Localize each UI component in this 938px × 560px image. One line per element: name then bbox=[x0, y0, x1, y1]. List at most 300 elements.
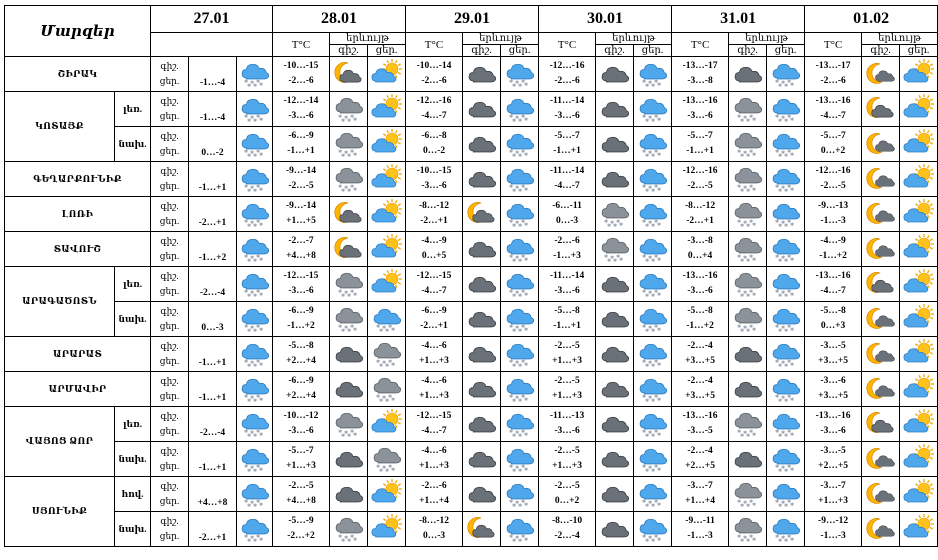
temperature-range bbox=[273, 267, 330, 302]
svg-text:✱: ✱ bbox=[786, 79, 791, 85]
svg-text:✱: ✱ bbox=[736, 429, 741, 435]
night-label: գիշ. bbox=[160, 61, 179, 71]
night-subheader: գիշ. bbox=[596, 45, 634, 57]
night-temperature: -2…-4 bbox=[687, 376, 713, 386]
svg-text:✱: ✱ bbox=[783, 83, 788, 89]
svg-text:✱: ✱ bbox=[656, 467, 661, 473]
day-temperature: 0…-3 bbox=[555, 216, 579, 226]
svg-text:✱: ✱ bbox=[653, 289, 658, 295]
night-temperature: -2…-4 bbox=[687, 446, 713, 456]
svg-text:✱: ✱ bbox=[647, 325, 652, 331]
svg-text:✱: ✱ bbox=[618, 257, 623, 263]
night-dark-cloud-icon bbox=[596, 302, 634, 337]
svg-text:✱: ✱ bbox=[520, 289, 525, 295]
svg-text:✱: ✱ bbox=[739, 153, 744, 159]
night-dark-cloud-icon bbox=[463, 337, 501, 372]
svg-text:✱: ✱ bbox=[255, 184, 260, 190]
svg-text:✱: ✱ bbox=[748, 254, 753, 260]
svg-text:✱: ✱ bbox=[390, 327, 395, 333]
day-label: ցեր. bbox=[159, 181, 180, 191]
svg-text:✱: ✱ bbox=[742, 150, 747, 156]
night-snow-grey-icon bbox=[729, 267, 767, 302]
svg-text:✱: ✱ bbox=[745, 188, 750, 194]
svg-text:✱: ✱ bbox=[647, 185, 652, 191]
svg-text:✱: ✱ bbox=[252, 538, 257, 544]
svg-text:✱: ✱ bbox=[517, 328, 522, 334]
day-sun-cloud-icon bbox=[900, 372, 938, 407]
svg-text:✱: ✱ bbox=[786, 149, 791, 155]
day1-subheader-empty bbox=[151, 33, 273, 57]
svg-text:✱: ✱ bbox=[246, 83, 251, 89]
table-row bbox=[5, 407, 938, 442]
svg-text:✱: ✱ bbox=[255, 289, 260, 295]
svg-text:✱: ✱ bbox=[777, 328, 782, 334]
day-temperature: +1…+3 bbox=[286, 461, 316, 471]
temperature-range bbox=[273, 512, 330, 547]
day-label: ցեր. bbox=[159, 461, 180, 471]
night-temperature: -6…-9 bbox=[421, 306, 447, 316]
night-dark-cloud-icon bbox=[596, 267, 634, 302]
svg-text:✱: ✱ bbox=[644, 363, 649, 369]
region-name: ԱՐԱՐԱՏ bbox=[5, 337, 151, 372]
day-temperature: 0…+5 bbox=[421, 251, 447, 261]
svg-text:✱: ✱ bbox=[346, 433, 351, 439]
svg-text:✱: ✱ bbox=[243, 149, 248, 155]
svg-text:✱: ✱ bbox=[340, 538, 345, 544]
svg-text:✱: ✱ bbox=[520, 324, 525, 330]
svg-text:✱: ✱ bbox=[390, 467, 395, 473]
svg-text:✱: ✱ bbox=[748, 324, 753, 330]
day-temperature: +1…+3 bbox=[552, 391, 582, 401]
weather-icon bbox=[237, 477, 273, 512]
day-temperature: -4…-7 bbox=[820, 286, 846, 296]
region-name: ՍՅՈՒՆԻՔ bbox=[5, 477, 115, 547]
svg-text:✱: ✱ bbox=[783, 118, 788, 124]
temperature-range bbox=[539, 372, 596, 407]
svg-text:✱: ✱ bbox=[511, 398, 516, 404]
night-temperature: -2…-5 bbox=[554, 341, 580, 351]
night-day-labels bbox=[151, 57, 189, 92]
night-temperature: -8…-10 bbox=[552, 516, 583, 526]
svg-text:✱: ✱ bbox=[523, 292, 528, 298]
svg-text:✱: ✱ bbox=[748, 114, 753, 120]
night-moon-icon bbox=[862, 232, 900, 267]
svg-text:✱: ✱ bbox=[786, 254, 791, 260]
svg-text:✱: ✱ bbox=[387, 464, 392, 470]
day-sun-cloud-icon bbox=[900, 477, 938, 512]
temperature-range bbox=[273, 197, 330, 232]
svg-text:✱: ✱ bbox=[739, 258, 744, 264]
day-temperature: +3…+5 bbox=[818, 391, 848, 401]
table-row bbox=[5, 162, 938, 197]
night-temperature: -8…-12 bbox=[685, 201, 716, 211]
svg-text:✱: ✱ bbox=[783, 328, 788, 334]
svg-text:✱: ✱ bbox=[786, 499, 791, 505]
region-name: ՇԻՐԱԿ bbox=[5, 57, 151, 92]
svg-text:✱: ✱ bbox=[650, 223, 655, 229]
svg-text:✱: ✱ bbox=[243, 219, 248, 225]
day-snow-icon bbox=[634, 162, 672, 197]
svg-text:✱: ✱ bbox=[246, 258, 251, 264]
night-snow-grey-icon bbox=[330, 512, 368, 547]
svg-text:✱: ✱ bbox=[644, 328, 649, 334]
svg-text:✱: ✱ bbox=[774, 394, 779, 400]
night-temperature: -4…-9 bbox=[421, 236, 447, 246]
region-name: ԳԵՂԱՐՔՈՒՆԻՔ bbox=[5, 162, 151, 197]
svg-text:✱: ✱ bbox=[780, 535, 785, 541]
day-sun-cloud-icon bbox=[368, 512, 406, 547]
svg-text:✱: ✱ bbox=[378, 398, 383, 404]
svg-text:✱: ✱ bbox=[647, 80, 652, 86]
night-snow-grey-icon bbox=[729, 302, 767, 337]
night-dark-cloud-icon bbox=[463, 232, 501, 267]
svg-text:✱: ✱ bbox=[249, 150, 254, 156]
night-temperature: -9…-14 bbox=[285, 166, 317, 176]
region-name: ԱՐՄԱՎԻՐ bbox=[5, 372, 151, 407]
svg-text:✱: ✱ bbox=[523, 82, 528, 88]
svg-text:✱: ✱ bbox=[751, 502, 756, 508]
svg-text:✱: ✱ bbox=[609, 220, 614, 226]
svg-text:✱: ✱ bbox=[650, 398, 655, 404]
svg-text:✱: ✱ bbox=[252, 293, 257, 299]
svg-text:✱: ✱ bbox=[255, 254, 260, 260]
day-subheader: ցեր. bbox=[501, 45, 539, 57]
day-subheader: ցեր. bbox=[634, 45, 672, 57]
svg-text:✱: ✱ bbox=[780, 395, 785, 401]
night-subheader: գիշ. bbox=[330, 45, 368, 57]
svg-text:✱: ✱ bbox=[742, 535, 747, 541]
svg-text:✱: ✱ bbox=[258, 362, 263, 368]
svg-text:✱: ✱ bbox=[514, 150, 519, 156]
day-temperature: -3…-6 bbox=[288, 111, 314, 121]
svg-text:✱: ✱ bbox=[789, 222, 794, 228]
svg-text:✱: ✱ bbox=[511, 83, 516, 89]
temperature-range bbox=[805, 57, 862, 92]
svg-text:✱: ✱ bbox=[246, 363, 251, 369]
svg-text:✱: ✱ bbox=[243, 534, 248, 540]
svg-text:✱: ✱ bbox=[786, 114, 791, 120]
svg-text:✱: ✱ bbox=[337, 289, 342, 295]
svg-text:✱: ✱ bbox=[780, 325, 785, 331]
night-dark-cloud-icon bbox=[596, 372, 634, 407]
svg-text:✱: ✱ bbox=[520, 429, 525, 435]
temperature-range bbox=[273, 372, 330, 407]
temperature-range: -1…+1 bbox=[189, 162, 237, 197]
svg-text:✱: ✱ bbox=[249, 430, 254, 436]
svg-text:✱: ✱ bbox=[514, 185, 519, 191]
night-temperature: -6…-9 bbox=[288, 306, 314, 316]
day-snow-icon bbox=[501, 442, 539, 477]
temperature-range bbox=[805, 162, 862, 197]
temperature-range bbox=[406, 232, 463, 267]
night-temperature: -9…-14 bbox=[285, 201, 317, 211]
svg-text:✱: ✱ bbox=[647, 500, 652, 506]
svg-text:✱: ✱ bbox=[511, 328, 516, 334]
day-temperature: -3…-6 bbox=[554, 426, 580, 436]
svg-text:✱: ✱ bbox=[612, 258, 617, 264]
night-day-labels bbox=[151, 477, 189, 512]
day-temperature: -2…-6 bbox=[554, 76, 580, 86]
temperature-range: -1…+2 bbox=[189, 232, 237, 267]
svg-text:✱: ✱ bbox=[243, 394, 248, 400]
svg-text:✱: ✱ bbox=[653, 184, 658, 190]
day-snow-icon bbox=[634, 407, 672, 442]
svg-text:✱: ✱ bbox=[520, 219, 525, 225]
svg-text:✱: ✱ bbox=[337, 184, 342, 190]
night-moon-icon bbox=[862, 302, 900, 337]
svg-text:✱: ✱ bbox=[780, 80, 785, 86]
day-snow-icon bbox=[501, 197, 539, 232]
svg-text:✱: ✱ bbox=[243, 114, 248, 120]
svg-text:✱: ✱ bbox=[337, 429, 342, 435]
day-label: ցեր. bbox=[159, 286, 180, 296]
day-sun-cloud-icon bbox=[900, 337, 938, 372]
temperature-range: +4…+8 bbox=[189, 477, 237, 512]
svg-text:✱: ✱ bbox=[789, 292, 794, 298]
temperature-range bbox=[672, 442, 729, 477]
svg-text:✱: ✱ bbox=[523, 537, 528, 543]
day-temperature: +4…+8 bbox=[286, 251, 316, 261]
night-temperature: -3…-5 bbox=[820, 446, 846, 456]
svg-text:✱: ✱ bbox=[246, 468, 251, 474]
day-subheader: ցեր. bbox=[767, 45, 805, 57]
phenomenon-header: երևույթ bbox=[596, 33, 672, 45]
svg-text:✱: ✱ bbox=[375, 324, 380, 330]
svg-text:✱: ✱ bbox=[739, 223, 744, 229]
svg-text:✱: ✱ bbox=[650, 433, 655, 439]
night-temperature: -3…-8 bbox=[687, 236, 713, 246]
temperature-range bbox=[805, 372, 862, 407]
temperature-range bbox=[672, 197, 729, 232]
temp-header: T°C bbox=[539, 33, 596, 57]
svg-text:✱: ✱ bbox=[523, 432, 528, 438]
svg-text:✱: ✱ bbox=[650, 188, 655, 194]
day-sun-cloud-icon bbox=[368, 267, 406, 302]
svg-text:✱: ✱ bbox=[644, 538, 649, 544]
svg-text:✱: ✱ bbox=[249, 465, 254, 471]
svg-text:✱: ✱ bbox=[514, 360, 519, 366]
night-label: գիշ. bbox=[160, 481, 179, 491]
svg-text:✱: ✱ bbox=[387, 359, 392, 365]
svg-text:✱: ✱ bbox=[736, 499, 741, 505]
night-label: գիշ. bbox=[160, 96, 179, 106]
day-label: ցեր. bbox=[159, 356, 180, 366]
night-temperature: -12…-16 bbox=[416, 96, 452, 106]
day-temperature: -4…-7 bbox=[421, 111, 447, 121]
svg-text:✱: ✱ bbox=[378, 328, 383, 334]
temperature-range bbox=[672, 372, 729, 407]
night-dark-cloud-icon bbox=[596, 407, 634, 442]
temperature-range bbox=[539, 197, 596, 232]
temperature-range bbox=[805, 232, 862, 267]
svg-text:✱: ✱ bbox=[789, 152, 794, 158]
svg-text:✱: ✱ bbox=[777, 293, 782, 299]
svg-text:✱: ✱ bbox=[523, 187, 528, 193]
night-day-labels bbox=[151, 442, 189, 477]
night-temperature: -11…-13 bbox=[549, 411, 585, 421]
svg-text:✱: ✱ bbox=[745, 433, 750, 439]
day-temperature: -1…+1 bbox=[287, 146, 315, 156]
svg-text:✱: ✱ bbox=[748, 184, 753, 190]
svg-text:✱: ✱ bbox=[644, 468, 649, 474]
svg-text:✱: ✱ bbox=[751, 257, 756, 263]
temperature-range bbox=[805, 197, 862, 232]
svg-text:✱: ✱ bbox=[618, 222, 623, 228]
night-temperature: -5…-8 bbox=[554, 306, 580, 316]
svg-text:✱: ✱ bbox=[653, 219, 658, 225]
day-snow-icon bbox=[501, 302, 539, 337]
svg-text:✱: ✱ bbox=[641, 219, 646, 225]
night-snow-grey-icon bbox=[729, 92, 767, 127]
svg-text:✱: ✱ bbox=[774, 324, 779, 330]
svg-text:✱: ✱ bbox=[641, 184, 646, 190]
day-snow-grey-icon bbox=[368, 442, 406, 477]
svg-text:✱: ✱ bbox=[517, 538, 522, 544]
night-day-labels bbox=[151, 162, 189, 197]
svg-text:✱: ✱ bbox=[508, 254, 513, 260]
night-temperature: -10…-14 bbox=[416, 61, 452, 71]
day-temperature: +1…+4 bbox=[419, 496, 449, 506]
night-day-labels bbox=[151, 92, 189, 127]
svg-text:✱: ✱ bbox=[612, 223, 617, 229]
svg-text:✱: ✱ bbox=[252, 153, 257, 159]
weather-icon bbox=[237, 302, 273, 337]
svg-text:✱: ✱ bbox=[783, 153, 788, 159]
day-temperature: +2…+5 bbox=[685, 461, 715, 471]
svg-text:✱: ✱ bbox=[246, 328, 251, 334]
day-temperature: -3…-6 bbox=[288, 426, 314, 436]
svg-text:✱: ✱ bbox=[517, 153, 522, 159]
temperature-range bbox=[805, 512, 862, 547]
night-dark-cloud-icon bbox=[463, 57, 501, 92]
svg-text:✱: ✱ bbox=[751, 187, 756, 193]
svg-text:✱: ✱ bbox=[252, 188, 257, 194]
svg-text:✱: ✱ bbox=[656, 222, 661, 228]
svg-text:✱: ✱ bbox=[520, 149, 525, 155]
temperature-range: -2…-4 bbox=[189, 267, 237, 302]
svg-text:✱: ✱ bbox=[653, 114, 658, 120]
svg-text:✱: ✱ bbox=[742, 220, 747, 226]
svg-text:✱: ✱ bbox=[511, 293, 516, 299]
svg-text:✱: ✱ bbox=[748, 534, 753, 540]
night-temperature: -2…-5 bbox=[554, 376, 580, 386]
temperature-range bbox=[805, 407, 862, 442]
svg-text:✱: ✱ bbox=[349, 114, 354, 120]
night-moon-icon bbox=[862, 127, 900, 162]
svg-text:✱: ✱ bbox=[343, 325, 348, 331]
night-label: գիշ. bbox=[160, 201, 179, 211]
temperature-range bbox=[406, 407, 463, 442]
weather-icon bbox=[237, 512, 273, 547]
svg-text:✱: ✱ bbox=[246, 433, 251, 439]
svg-text:✱: ✱ bbox=[523, 257, 528, 263]
night-moon-cloud-icon bbox=[463, 197, 501, 232]
svg-text:✱: ✱ bbox=[742, 500, 747, 506]
day-temperature: -2…+1 bbox=[420, 321, 448, 331]
day-temperature: -1…+1 bbox=[553, 146, 581, 156]
night-dark-cloud-icon bbox=[596, 337, 634, 372]
svg-text:✱: ✱ bbox=[774, 114, 779, 120]
svg-text:✱: ✱ bbox=[789, 362, 794, 368]
svg-text:✱: ✱ bbox=[255, 149, 260, 155]
svg-text:✱: ✱ bbox=[653, 394, 658, 400]
day-snow-icon bbox=[501, 127, 539, 162]
night-dark-cloud-icon bbox=[596, 162, 634, 197]
svg-text:✱: ✱ bbox=[780, 255, 785, 261]
svg-text:✱: ✱ bbox=[656, 117, 661, 123]
night-moon-cloud-icon bbox=[862, 267, 900, 302]
svg-text:✱: ✱ bbox=[736, 114, 741, 120]
svg-text:✱: ✱ bbox=[745, 118, 750, 124]
day-label: ցեր. bbox=[159, 391, 180, 401]
weather-icon bbox=[237, 372, 273, 407]
svg-text:✱: ✱ bbox=[381, 465, 386, 471]
day-sun-cloud-icon bbox=[900, 127, 938, 162]
day-temperature: -2…+1 bbox=[686, 216, 714, 226]
svg-text:✱: ✱ bbox=[352, 117, 357, 123]
date-header: 30.01 bbox=[539, 6, 672, 33]
svg-text:✱: ✱ bbox=[375, 359, 380, 365]
night-temperature: -12…-14 bbox=[283, 96, 319, 106]
night-temperature: -12…-15 bbox=[416, 411, 452, 421]
svg-text:✱: ✱ bbox=[243, 499, 248, 505]
night-moon-icon bbox=[862, 512, 900, 547]
svg-text:✱: ✱ bbox=[748, 429, 753, 435]
svg-text:✱: ✱ bbox=[783, 433, 788, 439]
temperature-range bbox=[406, 442, 463, 477]
svg-text:✱: ✱ bbox=[520, 464, 525, 470]
svg-text:✱: ✱ bbox=[736, 254, 741, 260]
svg-text:✱: ✱ bbox=[517, 433, 522, 439]
svg-text:✱: ✱ bbox=[337, 534, 342, 540]
day-temperature: -2…-6 bbox=[288, 76, 314, 86]
table-row bbox=[5, 197, 938, 232]
temperature-range bbox=[406, 512, 463, 547]
night-temperature: -8…-12 bbox=[418, 201, 450, 211]
svg-text:✱: ✱ bbox=[514, 115, 519, 121]
temperature-range bbox=[273, 442, 330, 477]
svg-text:✱: ✱ bbox=[789, 432, 794, 438]
svg-text:✱: ✱ bbox=[514, 430, 519, 436]
svg-text:✱: ✱ bbox=[780, 150, 785, 156]
svg-text:✱: ✱ bbox=[514, 255, 519, 261]
night-moon-icon bbox=[862, 442, 900, 477]
svg-text:✱: ✱ bbox=[736, 149, 741, 155]
day-label: ցեր. bbox=[159, 321, 180, 331]
svg-text:✱: ✱ bbox=[258, 502, 263, 508]
night-temperature: -5…-8 bbox=[820, 306, 846, 316]
svg-text:✱: ✱ bbox=[343, 290, 348, 296]
night-temperature: -13…-16 bbox=[815, 96, 851, 106]
svg-text:✱: ✱ bbox=[258, 222, 263, 228]
temp-header: T°C bbox=[672, 33, 729, 57]
night-label: գիշ. bbox=[160, 341, 179, 351]
day-sun-cloud-icon bbox=[900, 232, 938, 267]
svg-text:✱: ✱ bbox=[641, 254, 646, 260]
day-snow-icon bbox=[501, 232, 539, 267]
day-snow-icon bbox=[767, 372, 805, 407]
night-subheader: գիշ. bbox=[862, 45, 900, 57]
night-snow-grey-icon bbox=[330, 162, 368, 197]
day-temperature: +1…+3 bbox=[419, 356, 449, 366]
svg-text:✱: ✱ bbox=[780, 290, 785, 296]
svg-text:✱: ✱ bbox=[789, 327, 794, 333]
svg-text:✱: ✱ bbox=[745, 328, 750, 334]
svg-text:✱: ✱ bbox=[255, 534, 260, 540]
svg-text:✱: ✱ bbox=[249, 360, 254, 366]
temperature-range bbox=[406, 197, 463, 232]
svg-text:✱: ✱ bbox=[641, 359, 646, 365]
